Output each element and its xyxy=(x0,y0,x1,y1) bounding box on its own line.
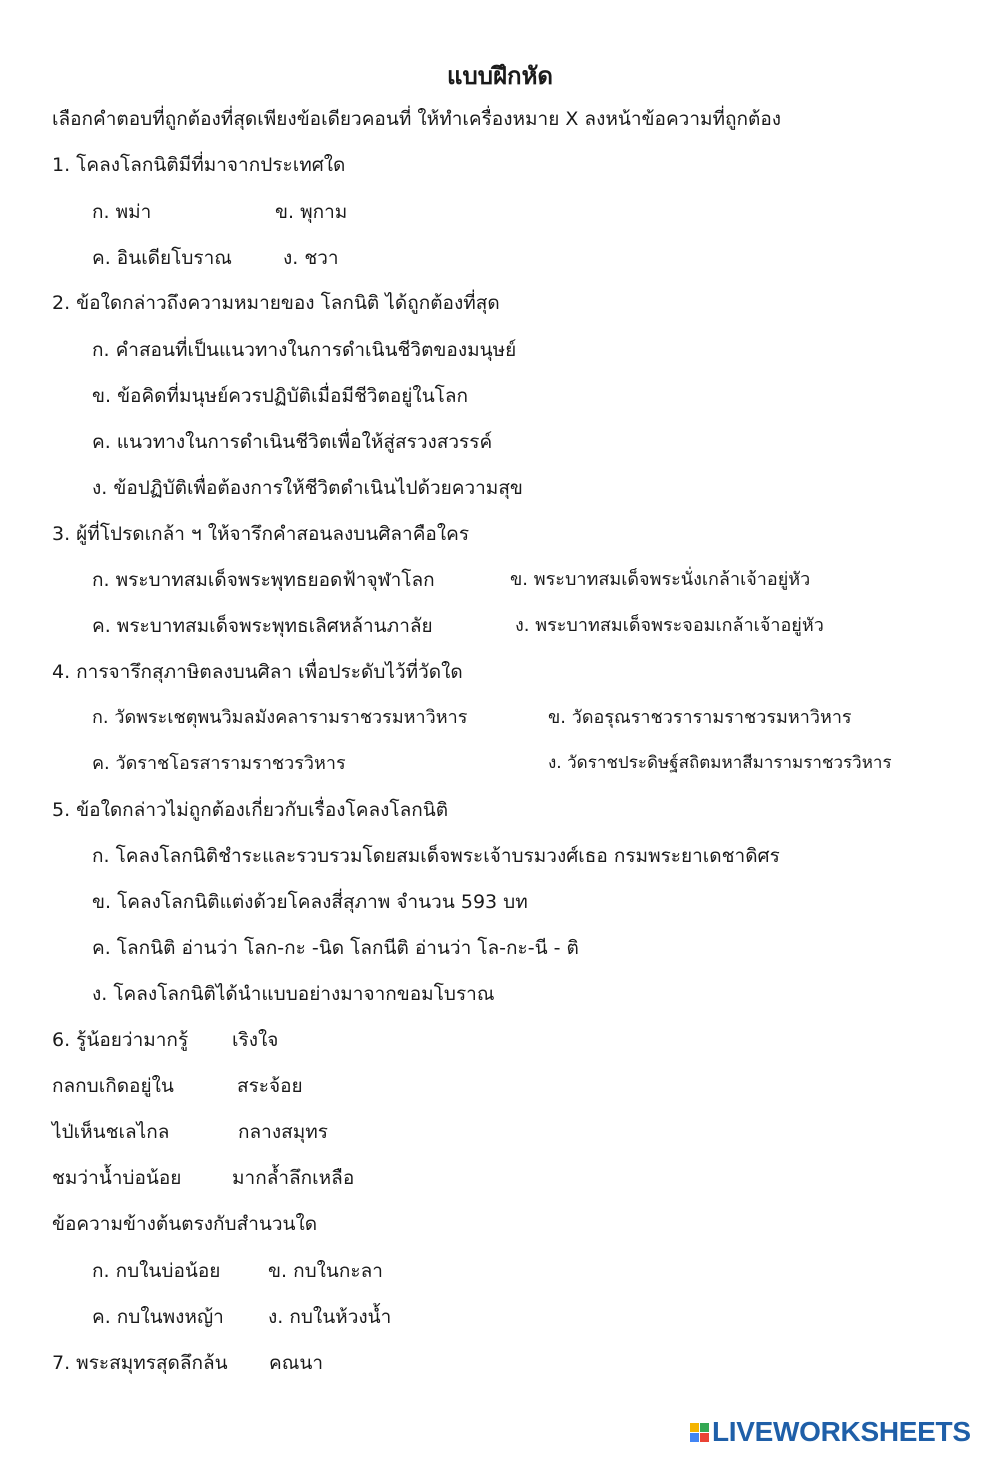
q6-verse-1-left: 6. รู้น้อยว่ามากรู้ xyxy=(52,1029,189,1051)
q4-option-d[interactable]: ง. วัดราชประดิษฐ์สถิตมหาสีมารามราชวรวิหาร xyxy=(548,753,892,773)
q2-option-a[interactable]: ก. คำสอนที่เป็นแนวทางในการดำเนินชีวิตของมนุษย์ xyxy=(92,339,517,361)
q1-option-c[interactable]: ค. อินเดียโบราณ xyxy=(92,247,232,269)
q4-option-b[interactable]: ข. วัดอรุณราชวรารามราชวรมหาวิหาร xyxy=(548,707,852,728)
q6-verse-2-right: สระจ้อย xyxy=(237,1075,303,1097)
logo-square-icon xyxy=(690,1423,699,1432)
question-2: 2. ข้อใดกล่าวถึงความหมายของ โลกนิติ ได้ถูกต้องที่สุด xyxy=(52,292,500,314)
q6-option-a[interactable]: ก. กบในบ่อน้อย xyxy=(92,1260,221,1282)
q1-option-a[interactable]: ก. พม่า xyxy=(92,201,152,223)
q6-option-d[interactable]: ง. กบในห้วงน้ำ xyxy=(268,1306,392,1328)
q6-verse-2-left: กลกบเกิดอยู่ใน xyxy=(52,1075,174,1097)
q6-verse-3-right: กลางสมุทร xyxy=(238,1121,328,1143)
q5-option-a[interactable]: ก. โคลงโลกนิติชำระและรวบรวมโดยสมเด็จพระเจ้าบรมวงศ์เธอ กรมพระยาเดชาดิศร xyxy=(92,845,780,867)
logo-text: LIVEWORKSHEETS xyxy=(712,1416,971,1447)
q5-option-b[interactable]: ข. โคลงโลกนิติแต่งด้วยโคลงสี่สุภาพ จำนวน 593 บท xyxy=(92,891,528,913)
logo-square-icon xyxy=(700,1423,709,1432)
question-1: 1. โคลงโลกนิติมีที่มาจากประเทศใด xyxy=(52,154,346,176)
q7-verse-right: คณนา xyxy=(269,1352,323,1374)
q1-option-d[interactable]: ง. ชวา xyxy=(283,247,339,269)
q3-option-a[interactable]: ก. พระบาทสมเด็จพระพุทธยอดฟ้าจุฬาโลก xyxy=(92,569,435,591)
q3-option-d[interactable]: ง. พระบาทสมเด็จพระจอมเกล้าเจ้าอยู่หัว xyxy=(515,615,824,636)
q3-option-c[interactable]: ค. พระบาทสมเด็จพระพุทธเลิศหล้านภาลัย xyxy=(92,615,433,637)
q2-option-b[interactable]: ข. ข้อคิดที่มนุษย์ควรปฏิบัติเมื่อมีชีวิตอยู่ในโลก xyxy=(92,385,469,407)
question-5: 5. ข้อใดกล่าวไม่ถูกต้องเกี่ยวกับเรื่องโคลงโลกนิติ xyxy=(52,799,449,821)
q6-verse-1-right: เริงใจ xyxy=(232,1029,279,1051)
instruction: เลือกคำตอบที่ถูกต้องที่สุดเพียงข้อเดียวคอนที่ ให้ทำเครื่องหมาย X ลงหน้าข้อความที่ถูกต้อง xyxy=(52,108,782,130)
logo-square-icon xyxy=(700,1433,709,1442)
q6-option-c[interactable]: ค. กบในพงหญ้า xyxy=(92,1306,224,1328)
q6-verse-3-left: ไป่เห็นชเลไกล xyxy=(52,1121,170,1143)
question-3: 3. ผู้ที่โปรดเกล้า ฯ ให้จารึกคำสอนลงบนศิลาคือใคร xyxy=(52,523,470,545)
q2-option-d[interactable]: ง. ข้อปฏิบัติเพื่อต้องการให้ชีวิตดำเนินไปด้วยความสุข xyxy=(92,477,523,499)
q4-option-c[interactable]: ค. วัดราชโอรสารามราชวรวิหาร xyxy=(92,753,346,774)
page-title: แบบฝึกหัด xyxy=(447,62,553,90)
q7-verse-left: 7. พระสมุทรสุดลึกล้น xyxy=(52,1352,228,1374)
q2-option-c[interactable]: ค. แนวทางในการดำเนินชีวิตเพื่อให้สู่สรวงสวรรค์ xyxy=(92,431,493,453)
q6-verse-4-right: มากล้ำลึกเหลือ xyxy=(232,1167,355,1189)
q5-option-d[interactable]: ง. โคลงโลกนิติได้นำแบบอย่างมาจากขอมโบราณ xyxy=(92,983,495,1005)
question-6: ข้อความข้างต้นตรงกับสำนวนใด xyxy=(52,1213,318,1235)
question-4: 4. การจารึกสุภาษิตลงบนศิลา เพื่อประดับไว้ที่วัดใด xyxy=(52,661,463,683)
q1-option-b[interactable]: ข. พุกาม xyxy=(275,201,348,223)
q4-option-a[interactable]: ก. วัดพระเชตุพนวิมลมังคลารามราชวรมหาวิหาร xyxy=(92,707,468,728)
q6-option-b[interactable]: ข. กบในกะลา xyxy=(268,1260,383,1282)
logo-mark-icon xyxy=(690,1423,709,1442)
q3-option-b[interactable]: ข. พระบาทสมเด็จพระนั่งเกล้าเจ้าอยู่หัว xyxy=(510,569,811,590)
q6-verse-4-left: ชมว่าน้ำบ่อน้อย xyxy=(52,1167,182,1189)
logo-square-icon xyxy=(690,1433,699,1442)
q5-option-c[interactable]: ค. โลกนิติ อ่านว่า โลก-กะ -นิด โลกนีติ อ่านว่า โล-กะ-นี - ติ xyxy=(92,937,579,959)
liveworksheets-logo[interactable] xyxy=(690,1416,971,1448)
